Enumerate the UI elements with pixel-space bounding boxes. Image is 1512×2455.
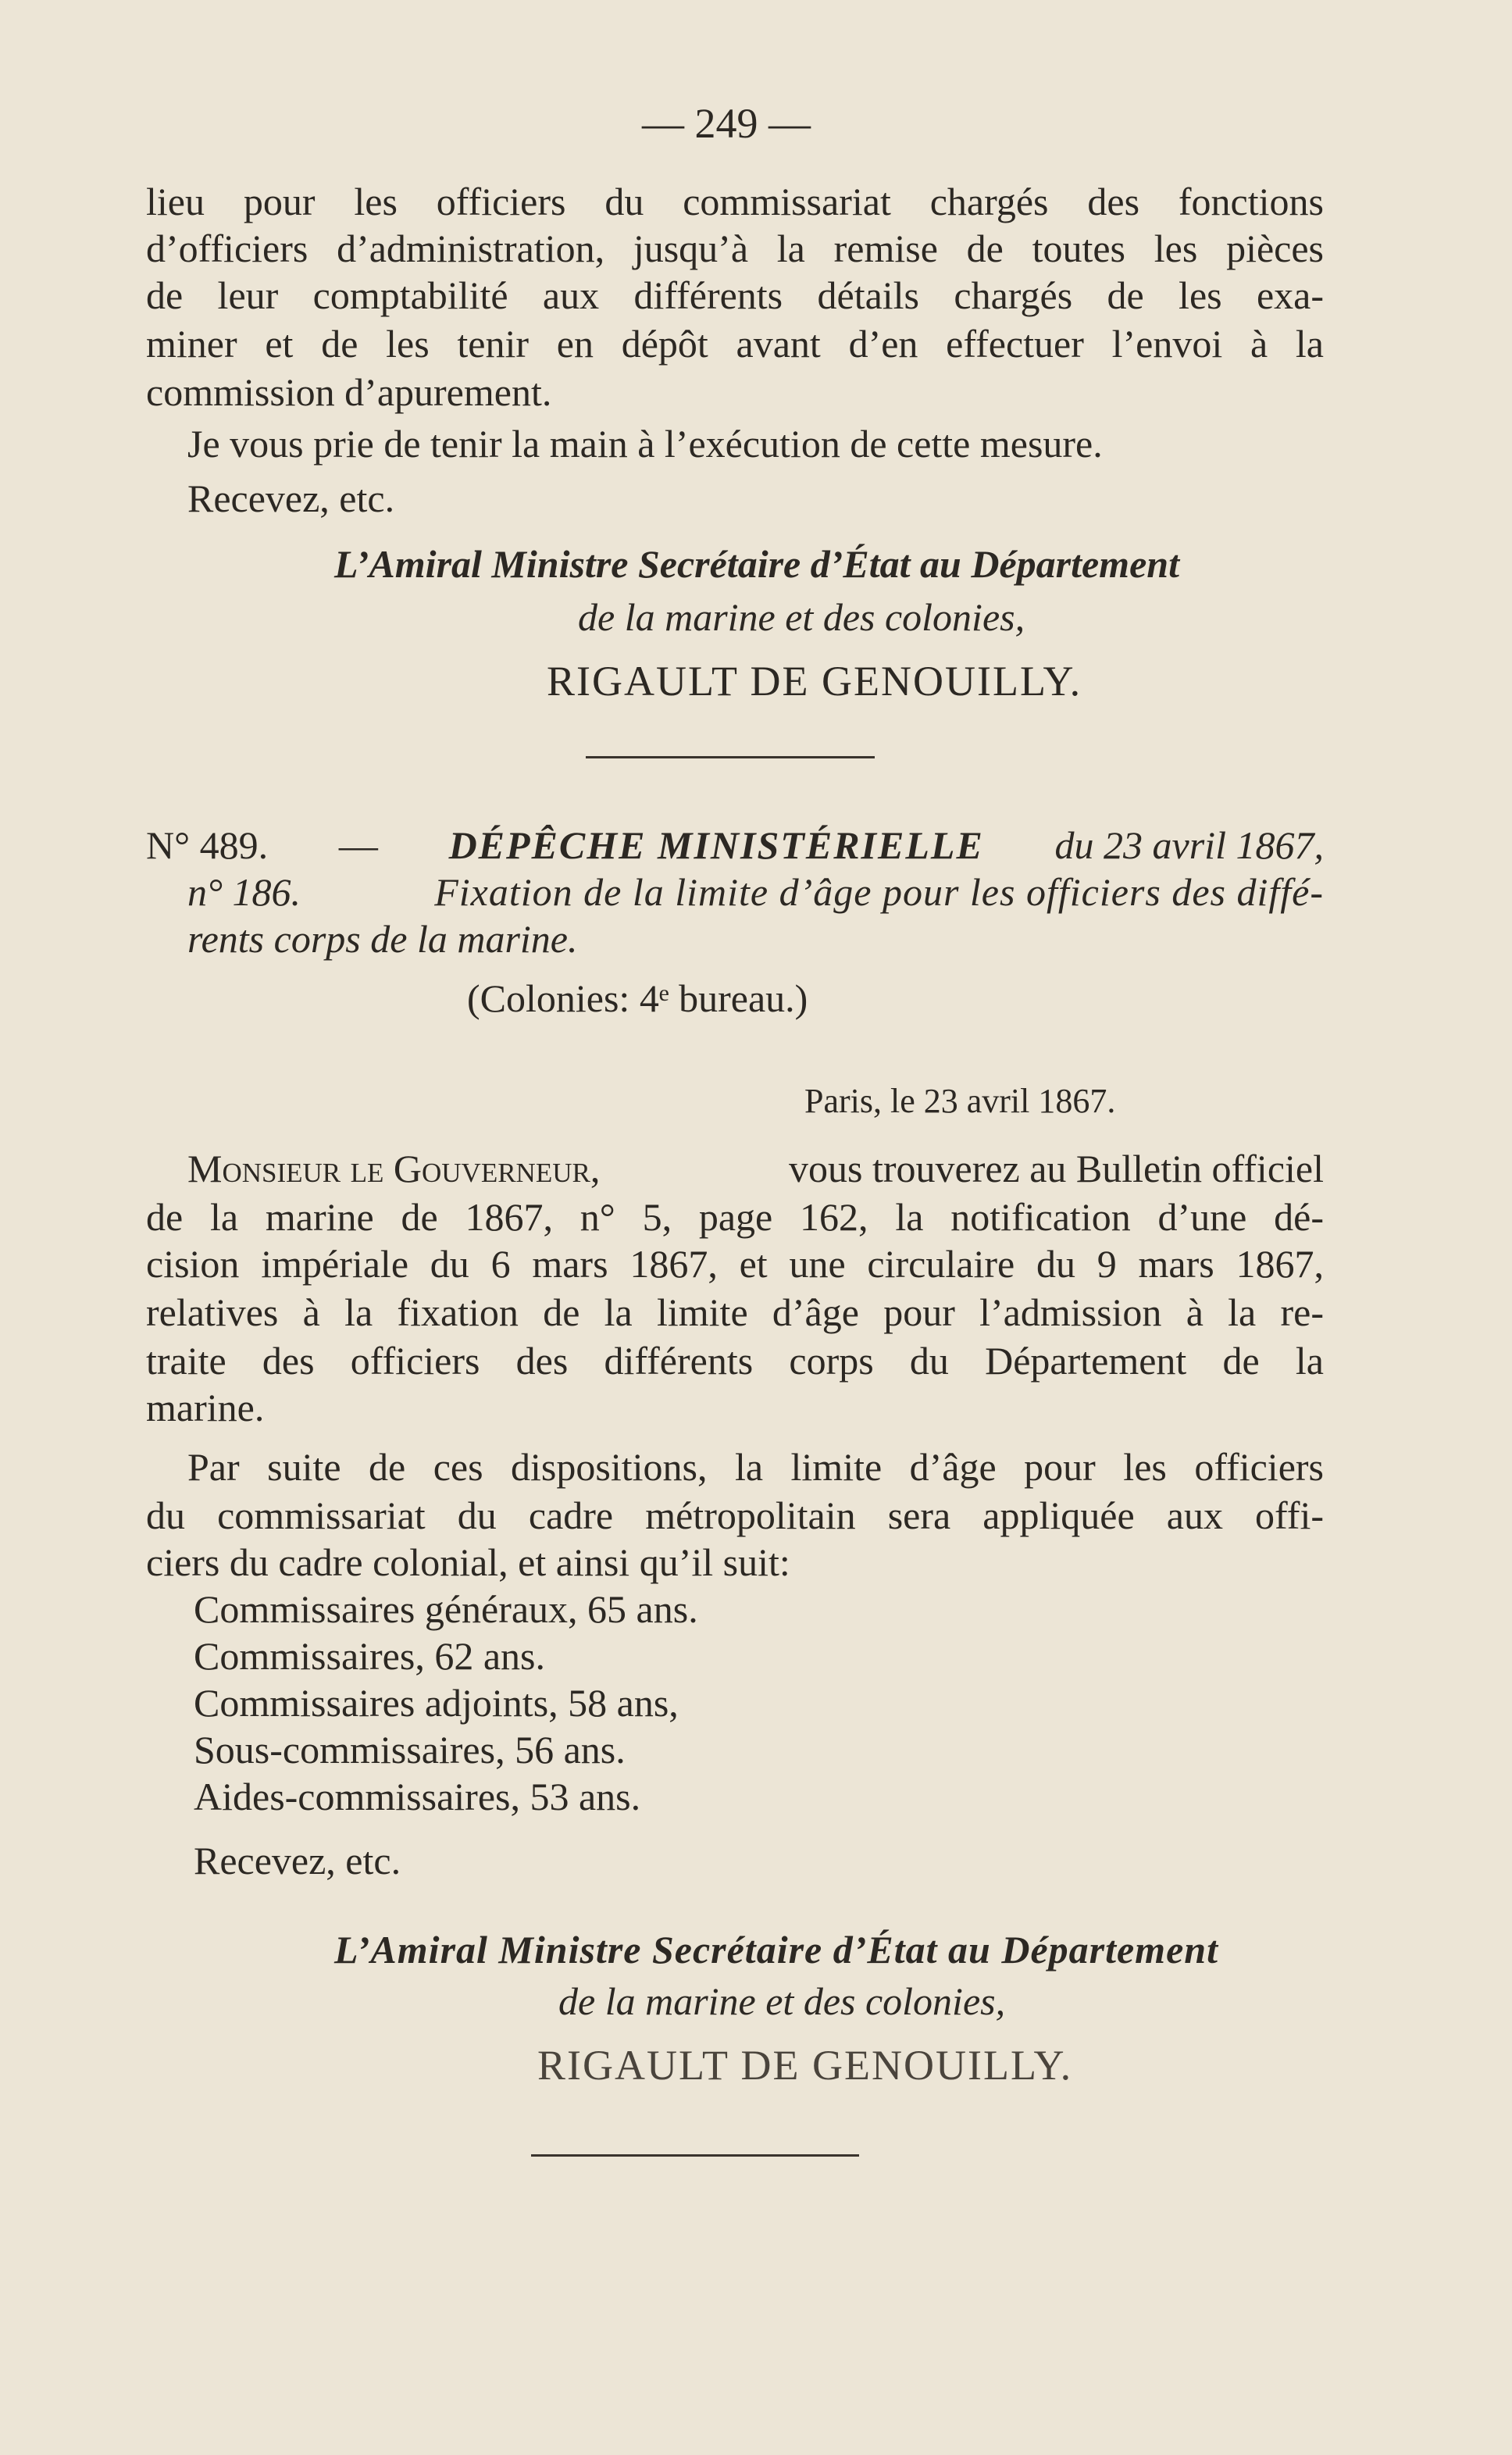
paragraph-1-line: de leur comptabilité aux différents détails chargés de les exa- xyxy=(146,273,1324,317)
age-limit-item: Sous-commissaires, 56 ans. xyxy=(194,1728,626,1772)
dispatch-subject: Fixation de la limite d’âge pour les officiers des diffé- xyxy=(434,870,1324,914)
paragraph-3-line: ciers du cadre colonial, et ainsi qu’il suit: xyxy=(146,1540,790,1584)
section-divider xyxy=(586,756,875,758)
paragraph-3-line: Par suite de ces dispositions, la limite d’âge pour les officiers xyxy=(187,1445,1324,1489)
salutation: Monsieur le Gouverneur, xyxy=(187,1147,601,1190)
dispatch-title: DÉPÊCHE MINISTÉRIELLE xyxy=(448,823,984,867)
dispatch-date: du 23 avril 1867, xyxy=(1054,823,1324,867)
age-limit-item: Aides-commissaires, 53 ans. xyxy=(194,1775,641,1818)
paragraph-2-line: de la marine de 1867, n° 5, page 162, la notification d’une dé- xyxy=(146,1195,1324,1239)
page-number: — 249 — xyxy=(642,100,811,147)
age-limit-item: Commissaires adjoints, 58 ans, xyxy=(194,1681,679,1725)
place-and-date: Paris, le 23 avril 1867. xyxy=(804,1082,1116,1120)
closing-line: Recevez, etc. xyxy=(187,476,395,520)
dispatch-subject-line: rents corps de la marine. xyxy=(187,917,578,961)
closing-line: Recevez, etc. xyxy=(194,1839,401,1882)
signature-title: L’Amiral Ministre Secrétaire d’État au Département xyxy=(334,1928,1218,1971)
signature-title: L’Amiral Ministre Secrétaire d’État au Département xyxy=(334,542,1179,586)
section-divider xyxy=(531,2154,859,2157)
signatory-name: RIGAULT DE GENOUILLY. xyxy=(537,2042,1073,2089)
paragraph-1-line: miner et de les tenir en dépôt avant d’en effectuer l’envoi à la xyxy=(146,322,1324,366)
paragraph-2-line: cision impériale du 6 mars 1867, et une circulaire du 9 mars 1867, xyxy=(146,1242,1324,1286)
age-limit-item: Commissaires, 62 ans. xyxy=(194,1634,545,1678)
signature-subtitle: de la marine et des colonies, xyxy=(558,1979,1006,2023)
signatory-name: RIGAULT DE GENOUILLY. xyxy=(547,658,1082,705)
paragraph-2-line: relatives à la fixation de la limite d’âge pour l’admission à la re- xyxy=(146,1290,1324,1334)
dispatch-reference: n° 186. xyxy=(187,870,301,914)
paragraph-2-lead: vous trouverez au Bulletin officiel xyxy=(789,1147,1324,1190)
dispatch-subject-line xyxy=(187,869,1324,915)
paragraph-2-first-line xyxy=(187,1145,1324,1192)
signature-subtitle: de la marine et des colonies, xyxy=(578,595,1025,639)
paragraph-3-line: du commissariat du cadre métropolitain sera appliquée aux offi- xyxy=(146,1493,1324,1537)
instruction-sentence: Je vous prie de tenir la main à l’exécution de cette mesure. xyxy=(187,422,1103,466)
age-limit-item: Commissaires généraux, 65 ans. xyxy=(194,1587,698,1631)
dispatch-dash: — xyxy=(338,823,378,867)
paragraph-2-line: marine. xyxy=(146,1386,265,1429)
dispatch-number: N° 489. xyxy=(146,823,269,867)
bureau-reference: (Colonies: 4ᵉ bureau.) xyxy=(467,976,808,1020)
paragraph-1-line: commission d’apurement. xyxy=(146,370,552,414)
paragraph-1-line: d’officiers d’administration, jusqu’à la remise de toutes les pièces xyxy=(146,227,1324,270)
dispatch-heading xyxy=(146,822,1324,869)
paragraph-1-line: lieu pour les officiers du commissariat chargés des fonctions xyxy=(146,180,1324,223)
paragraph-2-line: traite des officiers des différents corps du Département de la xyxy=(146,1339,1324,1383)
